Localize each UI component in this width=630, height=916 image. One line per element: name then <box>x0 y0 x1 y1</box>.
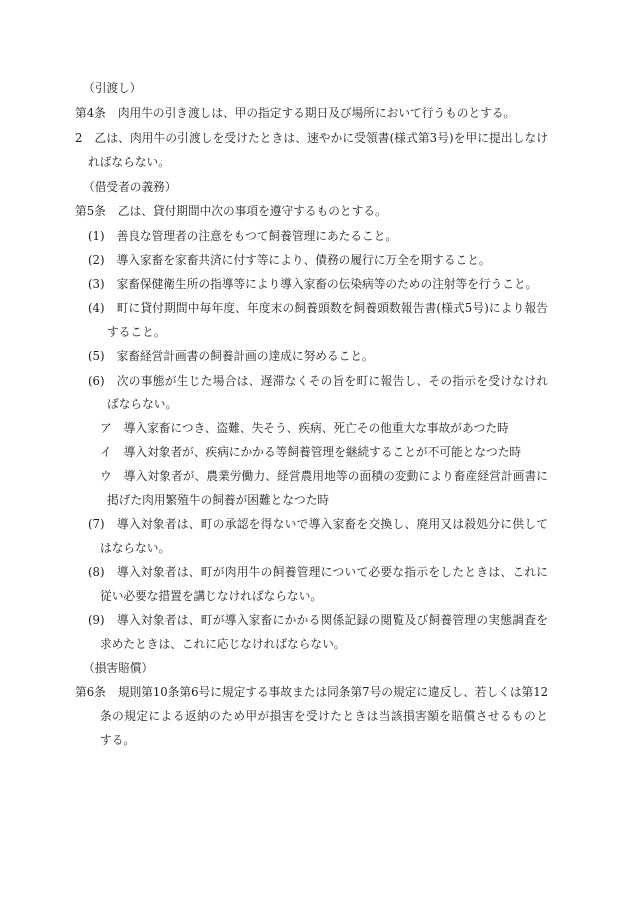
item-8-line-1 <box>88 564 548 580</box>
item-2-line-1 <box>88 252 491 268</box>
subitem-u-line-1 <box>100 468 548 484</box>
item-5-text: 家畜経営計画書の飼養計画の達成に努めること。 <box>116 349 374 363</box>
article-6-heading: （損害賠償） <box>83 661 154 675</box>
item-3-number: (3) <box>88 277 105 291</box>
item-4-line-1 <box>88 300 548 316</box>
subitem-i-number: イ <box>100 445 112 459</box>
subitem-i-text: 導入対象者が、疾病にかかる等飼養管理を継続することが不可能となつた時 <box>123 445 522 459</box>
article-4-paragraph-2-line-2: ればならない。 <box>88 155 170 169</box>
item-2-text: 導入家畜を家畜共済に付す等により、債務の履行に万全を期すること。 <box>116 253 491 267</box>
subitem-u-line-2: 掲げた肉用繁殖牛の飼養が困難となつた時 <box>107 493 330 507</box>
subitem-a-line-1 <box>100 420 509 436</box>
article-5-heading: （借受者の義務） <box>83 180 177 194</box>
item-9-line-2: 求めたときは、これに応じなければならない。 <box>100 637 346 651</box>
item-8-number: (8) <box>88 565 105 579</box>
article-6-line-1 <box>75 684 548 700</box>
article-6-number: 第6条 <box>75 685 106 699</box>
item-7-number: (7) <box>88 517 105 531</box>
item-4-number: (4) <box>88 301 105 315</box>
article-4-heading: （引渡し） <box>83 81 142 95</box>
subitem-u-number: ウ <box>100 469 112 483</box>
item-6-text: 次の事態が生じた場合は、遅滞なくその旨を町に報告し、その指示を受けなけれ <box>116 374 548 388</box>
item-2-number: (2) <box>88 253 105 267</box>
article-5-line-1 <box>75 203 387 219</box>
item-1-line-1 <box>88 228 397 244</box>
item-5-line-1 <box>88 348 374 364</box>
item-1-text: 善良な管理者の注意をもつて飼養管理にあたること。 <box>116 229 398 243</box>
item-7-text: 導入対象者は、町の承認を得ないで導入家畜を交換し、廃用又は殺処分に供して <box>116 517 548 531</box>
item-9-number: (9) <box>88 613 105 627</box>
item-3-line-1 <box>88 276 537 292</box>
item-6-line-1 <box>88 373 548 389</box>
item-8-line-2: 従い必要な措置を講じなければならない。 <box>100 589 323 603</box>
article-4-line-1 <box>75 105 515 121</box>
article-5-number: 第5条 <box>75 204 106 218</box>
article-6-text: 規則第10条第6号に規定する事故または同条第7号の規定に違反し、若しくは第12 <box>117 685 549 699</box>
item-9-line-1 <box>88 612 548 628</box>
item-4-text: 町に貸付期間中毎年度、年度末の飼養頭数を飼養頭数報告書(様式5号)により報告 <box>116 301 548 315</box>
item-3-text: 家畜保健衛生所の指導等により導入家畜の伝染病等のための注射等を行うこと。 <box>116 277 538 291</box>
subitem-u-text: 導入対象者が、農業労働力、経営農用地等の面積の変動により畜産経営計画書に <box>123 469 548 483</box>
article-6-line-2: 条の規定による返納のため甲が損害を受けたときは当該損害額を賠償させるものと <box>100 709 548 723</box>
article-4-paragraph-2-line-1 <box>75 130 548 146</box>
item-9-text: 導入対象者は、町が導入家畜にかかる関係記録の閲覧及び飼養管理の実態調査を <box>116 613 548 627</box>
article-4-number: 第4条 <box>75 106 106 120</box>
article-6-line-3: する。 <box>100 733 136 747</box>
paragraph-2-number: 2 <box>75 131 83 145</box>
item-8-text: 導入対象者は、町が肉用牛の飼養管理について必要な指示をしたときは、これに <box>116 565 548 579</box>
article-5-text: 乙は、貸付期間中次の事項を遵守するものとする。 <box>117 204 387 218</box>
subitem-a-text: 導入家畜につき、盗難、失そう、疾病、死亡その他重大な事故があつた時 <box>123 421 509 435</box>
item-6-line-2: ばならない。 <box>107 397 178 411</box>
item-5-number: (5) <box>88 349 105 363</box>
item-4-line-2: すること。 <box>107 325 166 339</box>
item-7-line-1 <box>88 516 548 532</box>
item-1-number: (1) <box>88 229 105 243</box>
item-7-line-2: はならない。 <box>100 541 171 555</box>
paragraph-2-text: 乙は、肉用牛の引渡しを受けたときは、速やかに受領書(様式第3号)を甲に提出しなけ <box>94 131 548 145</box>
item-6-number: (6) <box>88 374 105 388</box>
article-4-text: 肉用牛の引き渡しは、甲の指定する期日及び場所において行うものとする。 <box>117 106 516 120</box>
subitem-a-number: ア <box>100 421 112 435</box>
subitem-i-line-1 <box>100 444 521 460</box>
